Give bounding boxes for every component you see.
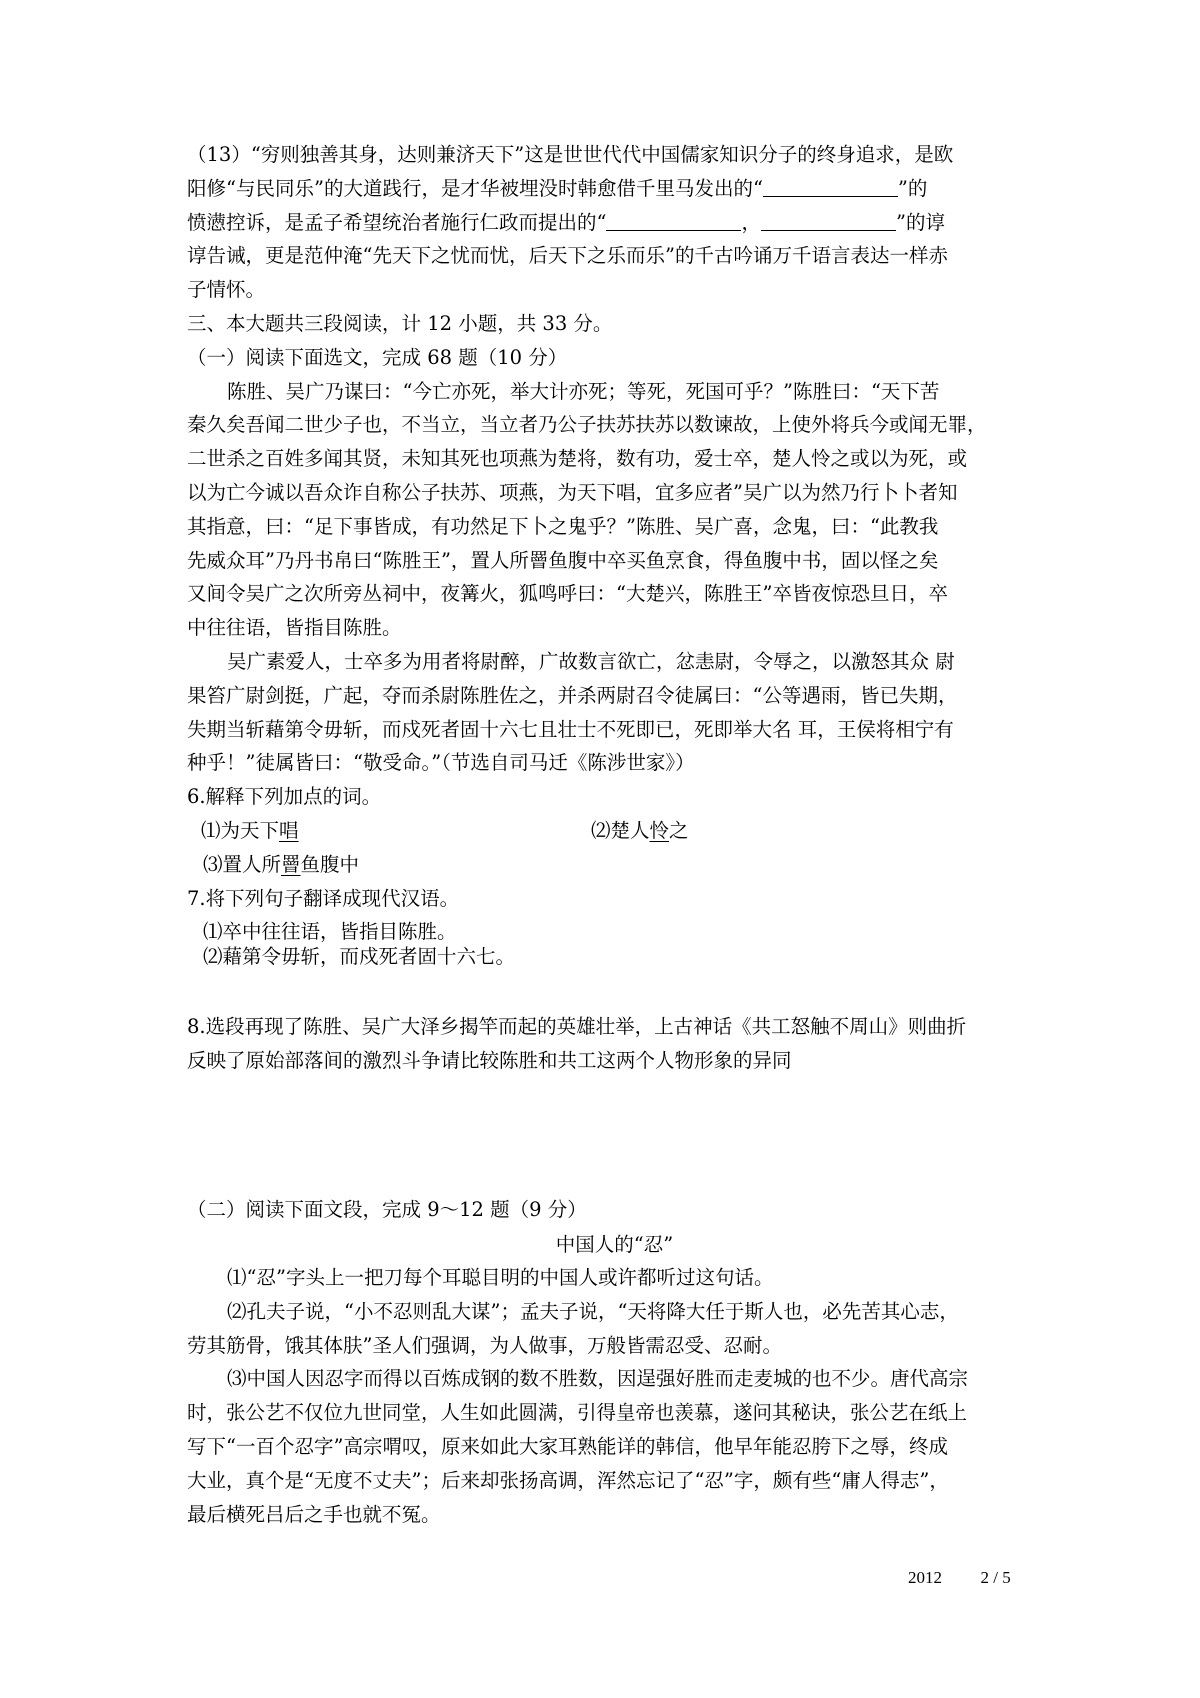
part-2-heading: （二）阅读下面文段，完成 9～12 题（9 分）	[187, 1198, 587, 1221]
q13-line-3-end: ”的谆	[896, 210, 945, 234]
page-footer	[908, 1568, 1011, 1588]
article-paragraph-2-line: ⑵孔夫子说，“小不忍则乱大谋”；孟夫子说，“天将降大任于斯人也，必先苦其心志，	[227, 1299, 959, 1323]
answer-blank-2[interactable]	[606, 210, 741, 231]
part-1-heading: （一）阅读下面选文，完成 68 题（10 分）	[187, 345, 568, 369]
q6-item-1-dotted-word: 唱	[279, 818, 299, 842]
article-paragraph-3-line: 写下“一百个忍字”高宗喟叹，原来如此大家耳熟能详的韩信，他早年能忍胯下之辱，终成	[187, 1434, 948, 1458]
q6-item-1-text: ⑴为天下	[201, 818, 280, 842]
q8-line-2: 反映了原始部落间的激烈斗争请比较陈胜和共工这两个人物形象的异同	[187, 1048, 792, 1072]
passage-1-line: 先威众耳”乃丹书帛曰“陈胜王”，置人所罾鱼腹中卒买鱼烹食，得鱼腹中书，固以怪之矣	[187, 548, 939, 572]
page-number: 2 / 5	[980, 1568, 1011, 1587]
q7-item-2: ⑵藉第令毋斩，而戍死者固十六七。	[203, 945, 516, 968]
q13-line-5: 子情怀。	[187, 278, 266, 302]
q6-item-2	[591, 814, 689, 848]
q8-line-1: 8.选段再现了陈胜、吴广大泽乡揭竿而起的英雄壮举，上古神话《共工怒触不周山》则曲折	[187, 1015, 967, 1038]
article-paragraph-2-line: 劳其筋骨，饿其体肤”圣人们强调，为人做事，万般皆需忍受、忍耐。	[187, 1333, 782, 1357]
passage-2-line: 吴广素爱人，士卒多为用者将尉醉，广故数言欲亡，忿恚尉，令辱之，以激怒其众 尉	[227, 649, 955, 673]
q7-stem: 7.将下列句子翻译成现代汉语。	[187, 886, 460, 910]
q13-line-2-end: ”的	[897, 176, 928, 200]
q13-line-3-comma: ，	[741, 210, 761, 234]
q6-item-3-tail: 鱼腹中	[300, 852, 360, 876]
question-8	[187, 1010, 1042, 1078]
q6-item-3-text: ⑶置人所	[203, 852, 282, 876]
article-body	[187, 1261, 1042, 1531]
article-paragraph-3-line: 最后横死吕后之手也就不冤。	[187, 1502, 441, 1526]
q6-item-3-dotted-word: 罾	[281, 852, 301, 876]
q6-item-1	[187, 814, 591, 848]
passage-2-line: 失期当斩藉第令毋斩，而戍死者固十六七且壮士不死即已，死即举大名 耳，王侯将相宁有	[187, 717, 954, 741]
q6-item-3	[187, 848, 1042, 882]
q6-stem: 6.解释下列加点的词。	[187, 785, 382, 809]
q7-item-1: ⑴卒中往往语，皆指目陈胜。	[203, 920, 457, 944]
section-3	[187, 307, 1042, 949]
section-3-heading: 三、本大题共三段阅读，计 12 小题，共 33 分。	[187, 312, 613, 335]
passage-1-line: 又间令吴广之次所旁丛祠中，夜篝火，狐鸣呼曰：“大楚兴，陈胜王”卒皆夜惊恐旦日，卒	[187, 582, 948, 606]
article-paragraph-1: ⑴“忍”字头上一把刀每个耳聪目明的中国人或许都听过这句话。	[227, 1266, 774, 1289]
q13-line-4: 谆告诫，更是范仲淹“先天下之忧而忧，后天下之乐而乐”的千古吟诵万千语言表达一样赤	[187, 244, 948, 268]
passage-2-line: 种乎！”徒属皆曰：“敬受命。”（节选自司马迁《陈涉世家》）	[187, 751, 695, 775]
q6-item-2-tail: 之	[669, 818, 689, 842]
passage-1-line: 中往往语，皆指目陈胜。	[187, 616, 402, 640]
q6-row-1	[187, 814, 1042, 848]
q13-line-2	[187, 172, 1042, 206]
article-title: 中国人的“忍”	[555, 1233, 674, 1256]
passage-2-line: 果笞广尉剑挺，广起，夺而杀尉陈胜佐之，并杀两尉召令徒属曰：“公等遇雨，皆已失期，	[187, 683, 958, 707]
article-paragraph-3-line: ⑶中国人因忍字而得以百炼成钢的数不胜数，因逞强好胜而走麦城的也不少。唐代高宗	[227, 1367, 969, 1391]
q13-line-2-text: 阳修“与民同乐”的大道践行，是才华被埋没时韩愈借千里马发出的“	[187, 176, 763, 200]
article-paragraph-3-line: 时，张公艺不仅位九世同堂，人生如此圆满，引得皇帝也羡慕，遂问其秘诀，张公艺在纸上	[187, 1401, 968, 1425]
passage-1-line: 其指意，曰：“足下事皆成，有功然足下卜之鬼乎？”陈胜、吴广喜，念鬼，曰：“此教我	[187, 514, 939, 538]
passage-1-line: 二世杀之百姓多闻其贤，未知其死也项燕为楚将，数有功，爱士卒，楚人怜之或以为死，或	[187, 447, 968, 471]
q13-line-1: （13）“穷则独善其身，达则兼济天下”这是世世代代中国儒家知识分子的终身追求，是欧	[187, 143, 954, 166]
answer-blank-1[interactable]	[763, 176, 898, 197]
passage-1-line: 秦久矣吾闻二世少子也，不当立，当立者乃公子扶苏扶苏以数谏故，上使外将兵今或闻无罪，	[187, 413, 987, 437]
footer-year: 2012	[908, 1568, 942, 1587]
q13-line-3-text: 愤懑控诉，是孟子希望统治者施行仁政而提出的“	[187, 210, 607, 234]
q7-item-2-block	[187, 940, 1042, 974]
part-2	[187, 1193, 1042, 1227]
article-paragraph-3-line: 大业，真个是“无度不丈夫”；后来却张扬高调，浑然忘记了“忍”字，颇有些“庸人得志”，	[187, 1468, 949, 1492]
q6-item-2-dotted-word: 怜	[649, 818, 670, 842]
q13-line-3	[187, 206, 1042, 240]
passage-1-line: 以为亡今诚以吾众诈自称公子扶苏、项燕，为天下唱，宜多应者”吴广以为然乃行卜卜者知	[187, 480, 958, 504]
q6-item-2-text: ⑵楚人	[591, 818, 650, 842]
answer-blank-3[interactable]	[761, 210, 896, 231]
question-13	[187, 138, 1042, 307]
passage-1-line: 陈胜、吴广乃谋曰：“今亡亦死，举大计亦死；等死，死国可乎？”陈胜曰：“天下苦	[227, 379, 940, 403]
